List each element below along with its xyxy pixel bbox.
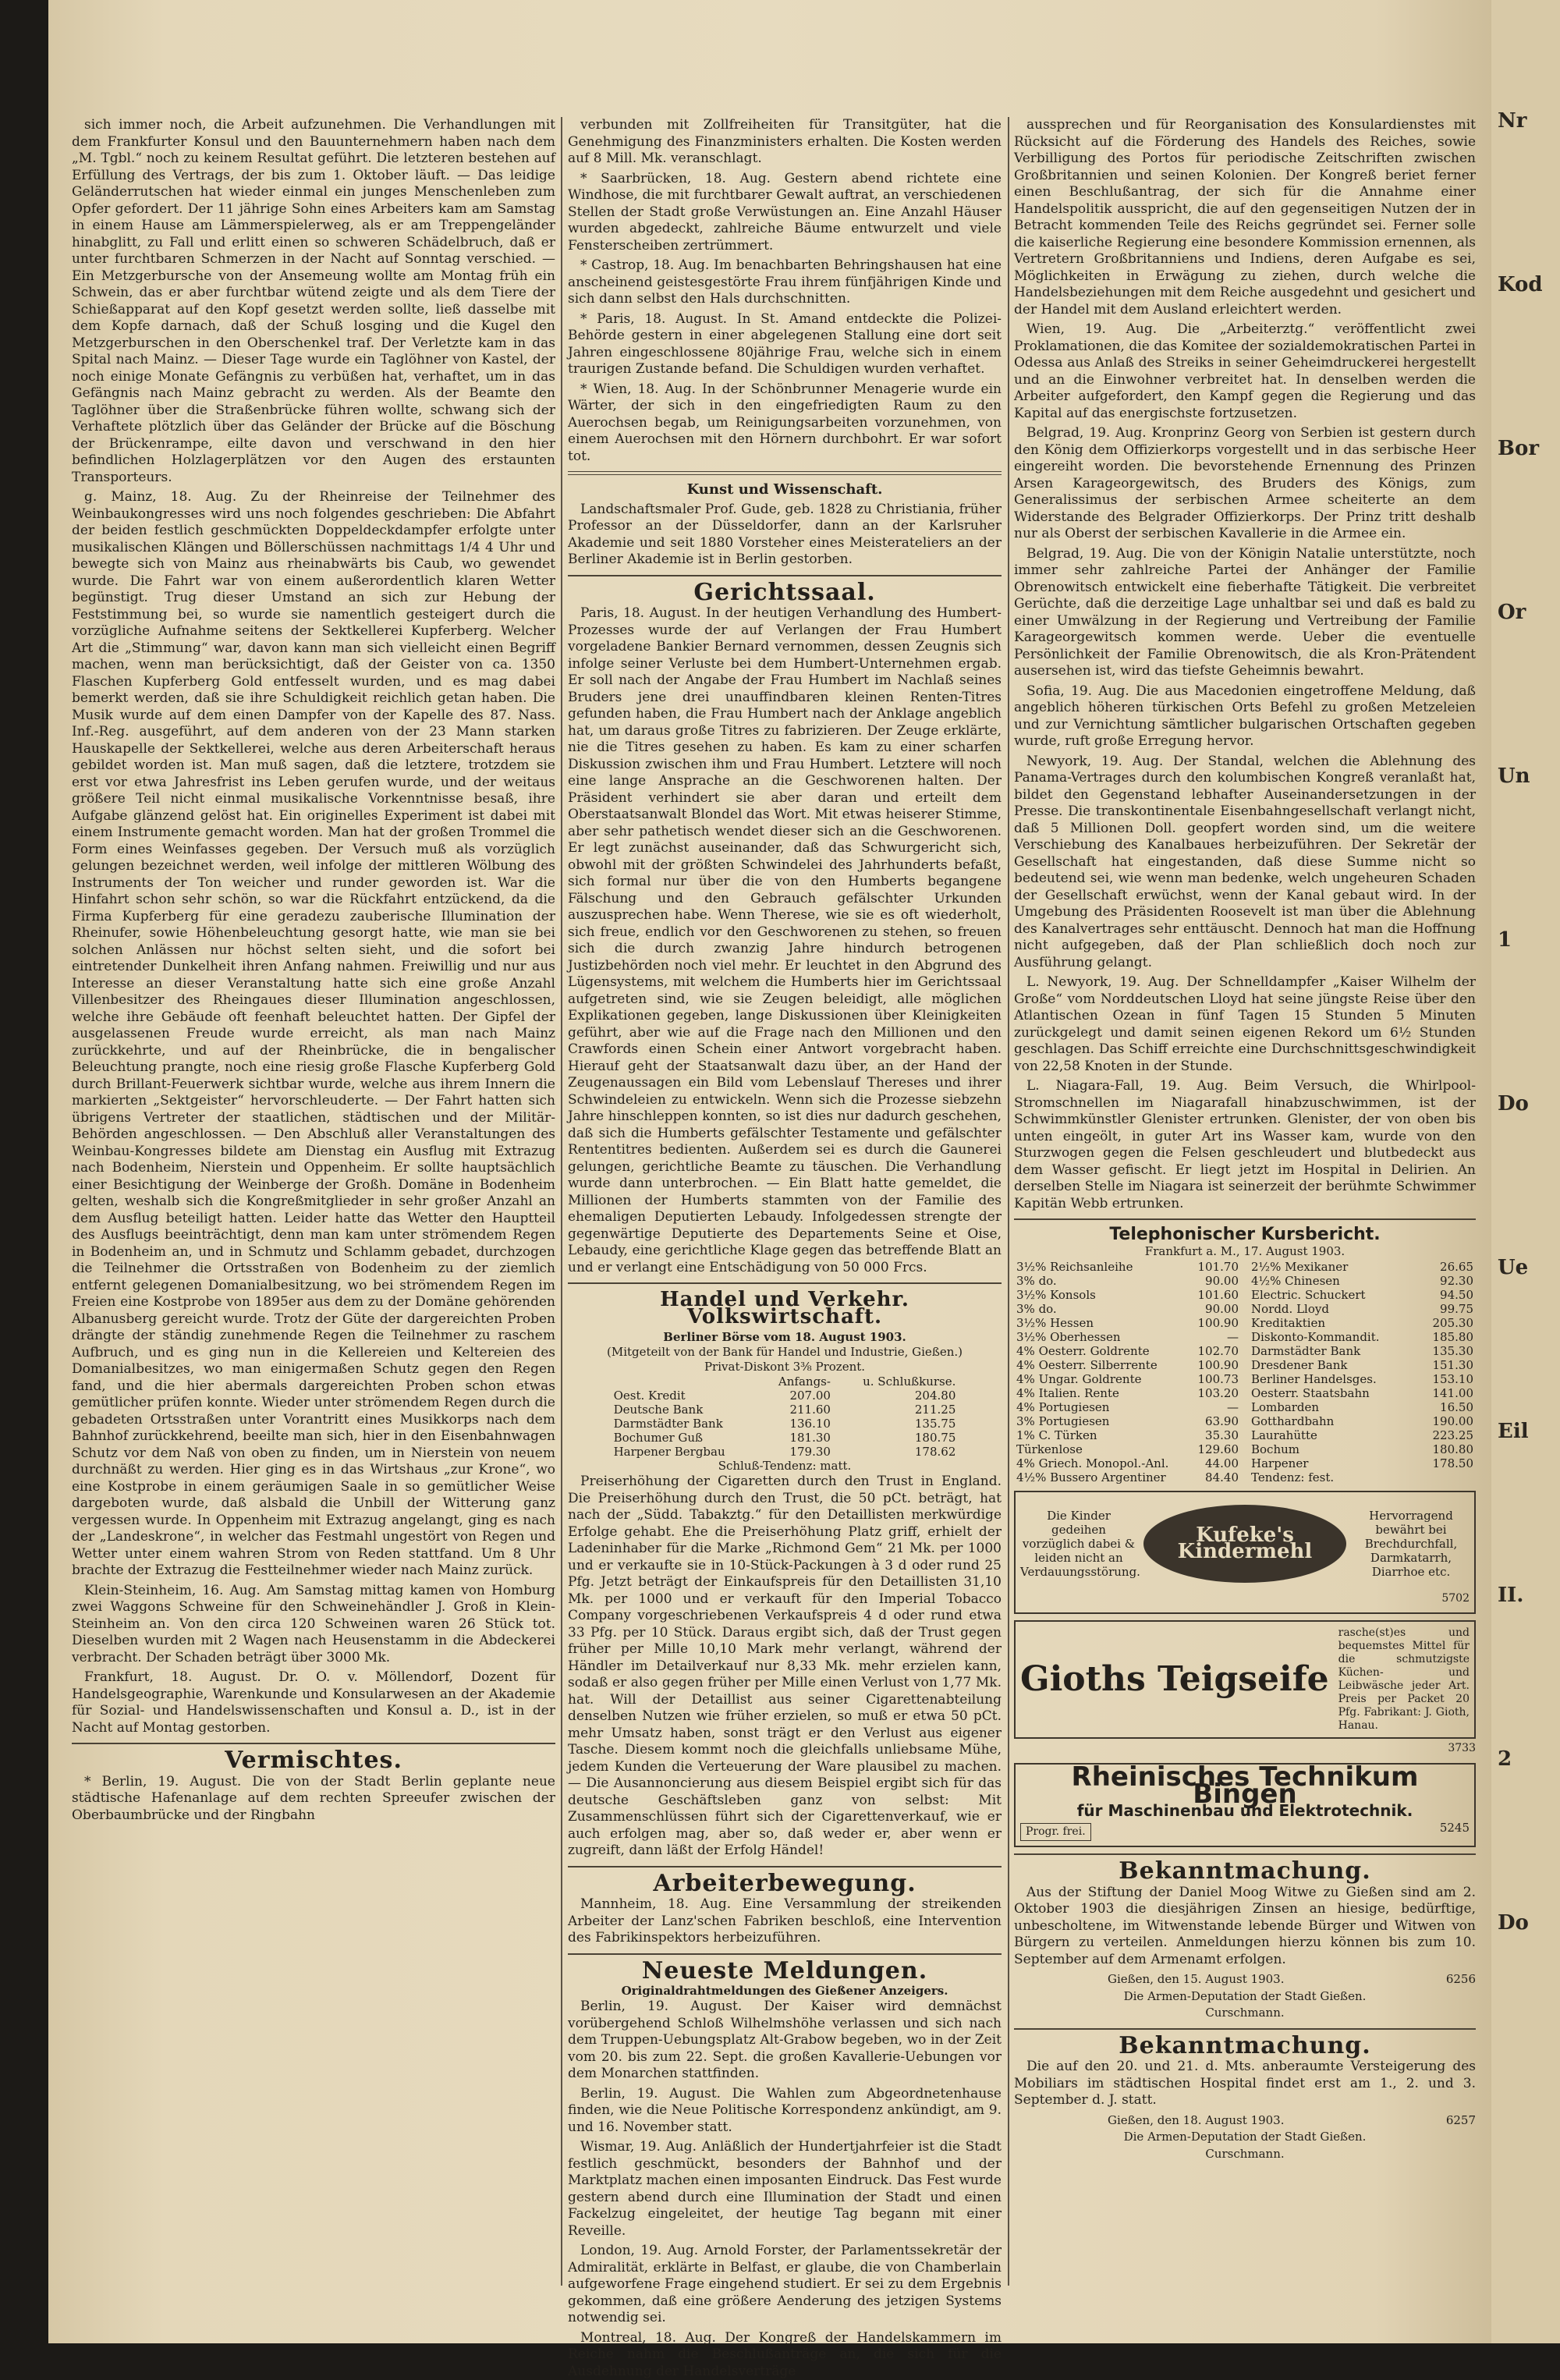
table-row bbox=[1014, 1344, 1241, 1358]
ad-number: 3733 bbox=[1014, 1740, 1476, 1758]
section-heading-handel: Handel und Verkehr. Volkswirtschaft. bbox=[568, 1292, 1002, 1325]
edge-fragment: Bor bbox=[1498, 437, 1554, 460]
table-cell: Oesterr. Staatsbahn bbox=[1249, 1386, 1418, 1400]
table-row bbox=[1249, 1442, 1476, 1456]
table-cell: 102.70 bbox=[1190, 1344, 1242, 1358]
article-paragraph: Sofia, 19. Aug. Die aus Macedonien eingetroffene Meldung, daß angeblich höheren türkischen Orts Befehl zu großen Metzeleien und zur Vernichtung sämtlicher bulgarischen Ortschaften gegeben wurde, ruft große Erregung hervor. bbox=[1014, 683, 1476, 750]
boerse-subtitle: (Mitgeteilt von der Bank für Handel und Industrie, Gießen.) bbox=[568, 1345, 1002, 1360]
divider bbox=[568, 1866, 1002, 1867]
table-row bbox=[1014, 1302, 1241, 1316]
table-cell: 100.90 bbox=[1190, 1358, 1242, 1372]
column-3 bbox=[1014, 117, 1476, 2286]
article-paragraph: Landschaftsmaler Prof. Gude, geb. 1828 zu Christiania, früher Professor an der Düsseldorfer, dann an der Karlsruher Akademie und seit 1880 Vorsteher eines Meisterateliers an der Berliner Akademie ist in Berlin gestorben. bbox=[568, 502, 1002, 569]
table-cell: 3½% Konsols bbox=[1014, 1288, 1190, 1302]
table-row bbox=[1014, 1274, 1241, 1288]
edge-fragment: II. bbox=[1498, 1584, 1554, 1607]
notice-number: 6256 bbox=[1446, 1971, 1476, 1988]
table-cell: 4% Oesterr. Silberrente bbox=[1014, 1358, 1190, 1372]
table-row bbox=[612, 1431, 959, 1445]
table-cell: 90.00 bbox=[1190, 1302, 1242, 1316]
divider bbox=[568, 471, 1002, 475]
table-cell: 129.60 bbox=[1190, 1442, 1242, 1456]
ad-text: Hervorragend bewährt bei Brechdurchfall, Darmkatarrh, Diarrhoe etc. bbox=[1353, 1509, 1470, 1579]
advertisement-kindermehl bbox=[1014, 1491, 1476, 1614]
table-cell: Deutsche Bank bbox=[612, 1403, 760, 1417]
notice-text: Die auf den 20. und 21. d. Mts. anberaumte Versteigerung des Mobiliars im städtischen Hospital findet erst am 1., 2. und 3. September d. J. statt. bbox=[1014, 2059, 1476, 2109]
ad-title: Gioths Teigseife bbox=[1020, 1671, 1329, 1688]
ad-note: Progr. frei. bbox=[1020, 1823, 1091, 1842]
table-cell: 151.30 bbox=[1418, 1358, 1476, 1372]
notice-date: Gießen, den 18. August 1903. bbox=[1014, 2112, 1284, 2130]
table-cell: Tendenz: fest. bbox=[1249, 1470, 1418, 1484]
edge-fragment: Eil bbox=[1498, 1420, 1554, 1443]
table-row bbox=[1014, 1428, 1241, 1442]
article-paragraph: Belgrad, 19. Aug. Kronprinz Georg von Serbien ist gestern durch den König dem Offizierkorps vorgestellt und in das serbische Heer eingereiht worden. Die bevorstehende Ernennung des Prinzen Arsen Karageorgewitsch, des Bruders des Königs, zum Generalissimus der serbischen Armee scheiterte an dem Widerstande des Belgrader Offizierkorps. Der Prinz tritt deshalb nur als Oberst der serbischen Kavallerie in die Armee ein. bbox=[1014, 425, 1476, 543]
article-paragraph: Preiserhöhung der Cigaretten durch den Trust in England. Die Preiserhöhung durch den Trust, die 50 pCt. beträgt, hat nach der „Südd. Tabakztg.“ für den Detaillisten merkwürdige Erfolge gehabt. Ehe die Preiserhöhung Platz griff, erhielt der Ladeninhaber für die Marke „Richmond Gem“ 21 Mk. per 1000 und er verkaufte sie in 10-Stück-Packungen à 3 d oder rund 25 Pfg. Jetzt beträgt der Einkaufspreis für den Detaillisten 31,10 Mk. per 1000 und er verkauft für den Imperial Tobacco Company vorgeschriebenen Verkaufspreis 4 d oder rund etwa 33 Pfg. per 10 Stück. Daraus ergibt sich, daß der Trust gegen früher per Mille 10,10 Mark mehr verlangt, während der Händler im Detailverkauf nur 8,33 Mk. mehr erzielen kann, sodaß er also gegen früher per Mille einen Verlust von 1,77 Mk. hat. Will der Detaillist aus seiner Cigarettenabteilung denselben Nutzen wie früher erzielen, so muß er etwa 50 pCt. mehr Umsatz haben, sonst trägt er den Verlust aus eigener Tasche. Diesem kommt noch die gleichfalls unliebsame Mühe, jedem Kunden die Verteuerung der Ware plausibel zu machen. — Die Ausannoncierung aus diesem Beispiel ergibt sich für das deutsche Geschäftsleben ganz von selbst: Mit Zusammenschlüssen führt sich der Cigarettenverkauf, wie er auch erfolgen mag, aber so, daß weder er, aber wenn er zugreift, dann läßt der Erfolg Händel! bbox=[568, 1474, 1002, 1860]
kursbericht-date: Frankfurt a. M., 17. August 1903. bbox=[1014, 1243, 1476, 1261]
advertisement-teigseife bbox=[1014, 1620, 1476, 1739]
table-cell: 141.00 bbox=[1418, 1386, 1476, 1400]
section-heading-neueste: Neueste Meldungen. bbox=[568, 1963, 1002, 1980]
table-cell: Gotthardbahn bbox=[1249, 1414, 1418, 1428]
table-row bbox=[1249, 1302, 1476, 1316]
table-cell: 101.70 bbox=[1190, 1260, 1242, 1274]
table-cell: 178.62 bbox=[833, 1445, 958, 1459]
table-cell: Harpener Bergbau bbox=[612, 1445, 760, 1459]
edge-fragment: Do bbox=[1498, 1092, 1554, 1116]
table-cell: 1% C. Türken bbox=[1014, 1428, 1190, 1442]
table-row bbox=[1249, 1260, 1476, 1274]
ad-title: Rheinisches Technikum Bingen bbox=[1020, 1769, 1470, 1803]
edge-fragment: 1 bbox=[1498, 928, 1554, 952]
advertisement-technikum bbox=[1014, 1763, 1476, 1847]
article-paragraph: Newyork, 19. Aug. Der Standal, welchen die Ablehnung des Panama-Vertrages durch den kolumbischen Kongreß veranlaßt hat, bildet den Gegenstand lebhafter Auseinandersetzungen in der Presse. Die transkontinentale Eisenbahngesellschaft verlangt nicht, daß 5 Millionen Doll. geopfert worden sind, um die weitere Verschiebung des Kanalbaues herbeizuführen. Der Sekretär der Gesellschaft hat eingestanden, daß diese Summe nicht so bedeutend sei, wie wenn man bedenke, welch ungeheuren Schaden der Gesellschaft erwüchst, wenn der Kanal gebaut wird. In der Umgebung des Präsidenten Roosevelt ist man über die Ablehnung des Kanalvertrages sehr enttäuscht. Dennoch hat man die Hoffnung nicht aufgegeben, daß der Plan schließlich doch noch zur Ausführung gelangt. bbox=[1014, 754, 1476, 972]
table-cell: 63.90 bbox=[1190, 1414, 1242, 1428]
edge-fragment: Nr bbox=[1498, 109, 1554, 133]
table-cell: 181.30 bbox=[760, 1431, 833, 1445]
table-cell: 185.80 bbox=[1418, 1330, 1476, 1344]
table-cell: 3% Portugiesen bbox=[1014, 1414, 1190, 1428]
article-paragraph: Wien, 19. Aug. Die „Arbeiterztg.“ veröffentlicht zwei Proklamationen, die das Komitee der sozialdemokratischen Partei in Odessa aus Anlaß des Streiks in seiner Geheimdruckerei hergestellt und an die Einwohner verbreitet hat. In denselben werden die Arbeiter aufgefordert, den Kampf gegen die Regierung und das Kapital auf das energischste fortzusetzen. bbox=[1014, 321, 1476, 422]
table-cell: 16.50 bbox=[1418, 1400, 1476, 1414]
table-cell: — bbox=[1190, 1400, 1242, 1414]
table-row bbox=[1014, 1470, 1241, 1484]
notice-signature: Die Armen-Deputation der Stadt Gießen. bbox=[1014, 1988, 1476, 2006]
table-cell: 180.80 bbox=[1418, 1442, 1476, 1456]
table-cell: 211.60 bbox=[760, 1403, 833, 1417]
notice-number: 6257 bbox=[1446, 2112, 1476, 2130]
table-row bbox=[612, 1389, 959, 1403]
table-row bbox=[1249, 1414, 1476, 1428]
section-heading-vermischtes: Vermischtes. bbox=[72, 1752, 555, 1769]
section-heading-arbeiterbewegung: Arbeiterbewegung. bbox=[568, 1875, 1002, 1892]
table-row bbox=[1014, 1358, 1241, 1372]
table-cell: 205.30 bbox=[1418, 1316, 1476, 1330]
table-row bbox=[1014, 1330, 1241, 1344]
article-paragraph: g. Mainz, 18. Aug. Zu der Rheinreise der Teilnehmer des Weinbaukongresses wird uns noch folgendes geschrieben: Die Abfahrt der beiden festlich geschmückten Doppeldeckdampfer erfolgte unter musikalischen Klängen und Böllerschüssen nachmittags 1/4 4 Uhr und bewegte sich von Mainz aus rheinabwärts bis Caub, wo gewendet wurde. Die Fahrt war von einem außerordentlich klaren Wetter begünstigt. Trug dieser Umstand an sich zur Hebung der Feststimmung bei, so wurde sie namentlich gesteigert durch die vorzügliche Aufnahme seitens der Sektkellerei Kupferberg. Welcher Art die „Stimmung“ war, davon kann man sich vielleicht einen Begriff machen, wenn man berücksichtigt, daß der Geister von ca. 1350 Flaschen Kupferberg Gold entfesselt wurden, und es mag dabei bemerkt werden, daß sie ihre Schuldigkeit reichlich getan haben. Die Musik wurde auf dem einen Dampfer von der Kapelle des 87. Nass. Inf.-Reg. ausgeführt, auf dem anderen von der 23 Mann starken Hauskapelle der Sektkellerei, welche aus deren Arbeiterschaft heraus gebildet worden ist. Man muß sagen, daß die letztere, trotzdem sie erst vor etwa Jahresfrist ins Leben gerufen wurde, und der weitaus größere Teil nicht einmal musikalische Vorkenntnisse besaß, ihre Aufgabe glänzend gelöst hat. Ein originelles Experiment ist dabei mit einem Instrumente gemacht worden. Man hat der großen Trommel die Form eines Weinfasses gegeben. Der Versuch muß als vorzüglich gelungen bezeichnet werden, weil infolge der mittleren Wölbung des Instruments der Ton weicher und runder geworden ist. War die Hinfahrt schon sehr schön, so war die Rückfahrt entzückend, da die Firma Kupferberg für eine geradezu zauberische Illumination der Rheinufer, sowie Höhenbeleuchtung gesorgt hatte, wie man sie bei solchen Anlässen nur höchst selten sieht, und die sofort bei eintretender Dunkelheit ihren Anfang nahmen. Freiwillig und nur aus Interesse an dieser Veranstaltung hatte sich eine große Anzahl Villenbesitzer des Rheingaues dieser Illumination angeschlossen, welche ihre Gebäude oft feenhaft beleuchtet hatten. Der Gipfel der ausgelassenen Freude wurde erreicht, als man nach Mainz zurückkehrte, und auf der Rheinbrücke, die in bengalischer Beleuchtung prangte, noch eine riesig große Flasche Kupferberg Gold durch Brillant-Feuerwerk sichtbar wurde, welche aus ihrem Innern die markierten „Sektgeister“ hervorschleuderte. — Der Fahrt hatten sich übrigens Vertreter der staatlichen, städtischen und der Militär-Behörden angeschlossen. — Den Abschluß aller Veranstaltungen des Weinbau-Kongresses bildete am Dienstag ein Ausflug mit Extrazug nach Bodenheim, Nierstein und Oppenheim. Er sollte hauptsächlich einer Besichtigung der Weinberge der Großh. Domäne in Bodenheim gelten, weshalb sich die Kongreßmitglieder in sehr großer Anzahl an dem Ausflug beteiligt hatten. Leider hatte das Wetter den Hauptteil des Ausflugs beeinträchtigt, denn man kam unter strömendem Regen in Bodenheim an, und in Schmutz und Schlamm gebadet, durchzogen die Teilnehmer die Ortsstraßen von Bodenheim zu der ziemlich entfernt gelegenen Domanialbesitzung, wo bei strömendem Regen im Freien eine Kostprobe von 1895er aus dem zu der Domäne gehörenden Albanusberg gereicht wurde. Trotz der Güte der dargereichten Proben drängte der ständig zunehmende Regen die Teilnehmer zu raschem Aufbruch, und es ging nun in die Kellereien und Keltereien des Domanialbesitzes, wo man einigermaßen Schutz gegen den Regen fand, und die hier abermals dargereichten Proben schon etwas gemütlicher prüfen konnte. Wieder unter strömendem Regen durch die gebadeten Ortsstraßen unter Vorantritt eines Musikkorps nach dem Bahnhof zurückkehrend, beeilte man sich, hier in den Eisenbahnwagen Schutz vor dem Naß von oben zu finden, um in Nierstein von neuem durchnäßt zu werden. Hier ging es in das Wirtshaus „zur Krone“, wo eine Kostprobe in einem geräumigen Saale in so gemütlicher Weise dargeboten wurde, daß alsbald die Unbill der Witterung ganz vergessen wurde. In Oppenheim mit Extrazug angelangt, ging es nach der „Landeskrone“, in welcher das Festmahl ungestört von Regen und Wetter unter einem wahren Strom von Reden stattfand. Um 8 Uhr brachte der Extrazug die Festteilnehmer wieder nach Mainz zurück. bbox=[72, 489, 555, 1580]
table-cell: 103.20 bbox=[1190, 1386, 1242, 1400]
article-paragraph: Berlin, 19. August. Die Wahlen zum Abgeordnetenhause finden, wie die Neue Politische Korrespondenz ankündigt, am 9. und 16. November statt. bbox=[568, 2086, 1002, 2137]
section-heading-kunst: Kunst und Wissenschaft. bbox=[568, 481, 1002, 498]
section-heading-gerichtssaal: Gerichtssaal. bbox=[568, 584, 1002, 601]
boerse-diskont: Privat-Diskont 3⅜ Prozent. bbox=[568, 1360, 1002, 1374]
table-cell: 92.30 bbox=[1418, 1274, 1476, 1288]
article-paragraph: * Berlin, 19. August. Die von der Stadt Berlin geplante neue städtische Hafenanlage auf dem rechten Spreeufer zwischen der Oberbaumbrücke und der Ringbahn bbox=[72, 1774, 555, 1825]
divider bbox=[1014, 2028, 1476, 2030]
article-paragraph: aussprechen und für Reorganisation des Konsulardienstes mit Rücksicht auf die Förderung des Handels des Reiches, sowie Verbilligung des Portos für periodische Zeitschriften zwischen Großbritannien und seinen Kolonien. Der Kongreß beriet ferner einen Beschlußantrag, der sich für die Annahme einer Handelspolitik ausspricht, die auf den gegenseitigen Nutzen der in Betracht kommenden Teile des Reichs gegründet sei. Ferner solle die kaiserliche Regierung eine besondere Kommission ernennen, als Vertretern Großbritanniens und Indiens, deren Aufgabe es sei, Möglichkeiten in Erwägung zu ziehen, durch welche die Handelsbeziehungen mit dem Reiche ausgedehnt und gesichert und der Handel mit dem Ausland erleichtert werden. bbox=[1014, 117, 1476, 318]
column-rule bbox=[561, 117, 562, 2286]
table-cell: 3% do. bbox=[1014, 1302, 1190, 1316]
table-cell: 135.75 bbox=[833, 1417, 958, 1431]
ad-subtitle: für Maschinenbau und Elektrotechnik. bbox=[1020, 1803, 1470, 1820]
table-header-cell: Anfangs- bbox=[760, 1374, 833, 1389]
table-row bbox=[1014, 1288, 1241, 1302]
edge-fragment: Or bbox=[1498, 601, 1554, 624]
article-paragraph: * Castrop, 18. Aug. Im benachbarten Behringshausen hat eine anscheinend geistesgestörte Frau ihrem fünfjährigen Kinde und sich dann selbst den Hals durchschnitten. bbox=[568, 257, 1002, 308]
table-row bbox=[612, 1445, 959, 1459]
notice-signature: Curschmann. bbox=[1014, 2146, 1476, 2163]
ad-text: Die Kinder gedeihen vorzüglich dabei & leiden nicht an Verdauungsstörung. bbox=[1020, 1509, 1137, 1579]
kursbericht-title: Telephonischer Kursbericht. bbox=[1014, 1226, 1476, 1243]
table-row bbox=[1249, 1358, 1476, 1372]
kurs-table-right bbox=[1249, 1260, 1476, 1484]
article-paragraph: Klein-Steinheim, 16. Aug. Am Samstag mittag kamen von Homburg zwei Waggons Schweine für den Schweinehändler J. Groß in Klein-Steinheim an. Von den circa 120 Schweinen waren 26 Stück tot. Dieselben wurden mit 2 Wagen nach Heusenstamm in die Abdeckerei verbracht. Der Schaden beträgt über 3000 Mk. bbox=[72, 1583, 555, 1667]
table-cell: 153.10 bbox=[1418, 1372, 1476, 1386]
table-cell: 101.60 bbox=[1190, 1288, 1242, 1302]
notice-text: Aus der Stiftung der Daniel Moog Witwe zu Gießen sind am 2. Oktober 1903 die diesjährigen Zinsen an hiesige, bedürftige, unbescholtene, im Witwenstande lebende Bürger und Witwen von Bürgern zu verteilen. Anmeldungen hierzu können bis zum 10. September auf dem Armenamt erfolgen. bbox=[1014, 1885, 1476, 1969]
table-cell: 4% Griech. Monopol.-Anl. bbox=[1014, 1456, 1190, 1470]
notice-title: Bekanntmachung. bbox=[1014, 1863, 1476, 1880]
table-cell: 44.00 bbox=[1190, 1456, 1242, 1470]
divider bbox=[568, 575, 1002, 576]
table-cell: Türkenlose bbox=[1014, 1442, 1190, 1456]
notice-signature: Die Armen-Deputation der Stadt Gießen. bbox=[1014, 2129, 1476, 2146]
table-cell: 99.75 bbox=[1418, 1302, 1476, 1316]
table-cell: Kreditaktien bbox=[1249, 1316, 1418, 1330]
edge-fragment: Kod bbox=[1498, 273, 1554, 296]
table-row bbox=[1249, 1274, 1476, 1288]
article-paragraph: Mannheim, 18. Aug. Eine Versammlung der streikenden Arbeiter der Lanz'schen Fabriken beschloß, eine Intervention des Fabrikinspektors herbeizuführen. bbox=[568, 1896, 1002, 1947]
edge-fragment: Ue bbox=[1498, 1256, 1554, 1279]
table-cell: Bochumer Guß bbox=[612, 1431, 760, 1445]
article-paragraph: * Paris, 18. August. In St. Amand entdeckte die Polizei-Behörde gestern in einer abgelegenen Stallung eine dort seit Jahren eingeschlossene 80jährige Frau, welche sich in einem traurigen Zustande befand. Die Schuldigen wurden verhaftet. bbox=[568, 311, 1002, 378]
table-cell: 180.75 bbox=[833, 1431, 958, 1445]
column-1 bbox=[72, 117, 555, 2286]
ad-product: Kindermehl bbox=[1178, 1544, 1313, 1561]
table-row bbox=[1014, 1386, 1241, 1400]
neueste-subtitle: Originaldrahtmeldungen des Gießener Anzeigers. bbox=[568, 1984, 1002, 1999]
ad-text: rasche(st)es und bequemstes Mittel für die schmutzigste Küchen- und Leibwäsche jeder Art. Preis per Packet 20 Pfg. Fabrikant: J. Gioth, Hanau. bbox=[1338, 1626, 1470, 1733]
column-2 bbox=[568, 117, 1002, 2286]
adjacent-page-edge bbox=[1491, 0, 1560, 2343]
article-paragraph: Wismar, 19. Aug. Anläßlich der Hundertjahrfeier ist die Stadt festlich geschmückt, besonders der Bahnhof und der Marktplatz machen einen imposanten Eindruck. Das Fest wurde gestern abend durch eine Illumination der Stadt und einen Fackelzug eingeleitet, der heutige Tag begann mit einer Reveille. bbox=[568, 2139, 1002, 2240]
table-row bbox=[1249, 1428, 1476, 1442]
table-cell: 4% Italien. Rente bbox=[1014, 1386, 1190, 1400]
article-paragraph: London, 19. Aug. Arnold Forster, der Parlamentssekretär der Admiralität, erklärte in Belfast, er glaube, die von Chamberlain aufgeworfene Frage eingehend studiert. Er sei zu dem Ergebnis gekommen, daß eine größere Aenderung des jetzigen Systems notwendig sei. bbox=[568, 2243, 1002, 2327]
article-paragraph: sich immer noch, die Arbeit aufzunehmen. Die Verhandlungen mit dem Frankfurter Konsul und den Bauunternehmern haben nach dem „M. Tgbl.“ noch zu keinem Resultat geführt. Die letzteren bestehen auf Erfüllung des Vertrags, der bis zum 1. Oktober läuft. — Das leidige Geländerrutschen hat wieder einmal ein junges Menschenleben zum Opfer gefordert. Der 11 jährige Sohn eines Arbeiters kam am Samstag in einem Hause am Lämmerspielerweg, als er am Treppengeländer hinabglitt, zu Fall und erlitt einen so schweren Schädelbruch, daß er unter furchtbaren Schmerzen in der Nacht auf Sonntag verschied. — Ein Metzgerbursche von der Ansemeung wollte am Montag früh ein Schwein, das er aber furchtbar wütend zeigte und als dem Tiere der Schießapparat auf den Kopf gesetzt werden sollte, ließ dasselbe mit dem Kopfe darnach, daß der Schuß losging und die Kugel den Metzgerburschen in den Oberschenkel traf. Der Verletzte kam in das Spital nach Mainz. — Dieser Tage wurde ein Taglöhner von Kastel, der noch einige Monate Gefängnis zu verbüßen hat, verhaftet, um in das Gefängnis nach Mainz gebracht zu werden. Als der Beamte den Taglöhner über die Straßenbrücke führen wollte, schwang sich der Verhaftete plötzlich über das Geländer der Brücke auf die Böschung der Brückenrampe, eilte davon und verschwand in den hier befindlichen Holzlagerplätzen vor den Augen des erstaunten Transporteurs. bbox=[72, 117, 555, 486]
article-paragraph: L. Newyork, 19. Aug. Der Schnelldampfer „Kaiser Wilhelm der Große“ vom Norddeutschen Lloyd hat seine jüngste Reise über den Atlantischen Ozean in fünf Tagen 15 Stunden 5 Minuten zurückgelegt und damit seinen eigenen Rekord um 6½ Stunden geschlagen. Das Schiff erreichte eine Durchschnittsgeschwindigkeit von 22,58 Knoten in der Stunde. bbox=[1014, 974, 1476, 1075]
ad-logo bbox=[1143, 1505, 1346, 1583]
boerse-table bbox=[612, 1374, 959, 1459]
table-cell: 190.00 bbox=[1418, 1414, 1476, 1428]
table-cell: 211.25 bbox=[833, 1403, 958, 1417]
table-row bbox=[612, 1417, 959, 1431]
table-cell: 100.73 bbox=[1190, 1372, 1242, 1386]
table-cell: 35.30 bbox=[1190, 1428, 1242, 1442]
table-cell: 26.65 bbox=[1418, 1260, 1476, 1274]
table-row bbox=[1014, 1414, 1241, 1428]
table-header bbox=[612, 1374, 959, 1389]
table-row bbox=[1014, 1260, 1241, 1274]
table-cell: Diskonto-Kommandit. bbox=[1249, 1330, 1418, 1344]
divider bbox=[72, 1743, 555, 1744]
edge-fragment: Do bbox=[1498, 1911, 1554, 1935]
article-paragraph: Montreal, 18. Aug. Der Kongreß der Handelskammern im Reiche nahm die Beschlußanträge an, die sich für die Ausdehnung der Handelsverträge bbox=[568, 2330, 1002, 2380]
table-cell: 2½% Mexikaner bbox=[1249, 1260, 1418, 1274]
table-row bbox=[1014, 1316, 1241, 1330]
table-row bbox=[1014, 1442, 1241, 1456]
table-cell: 4% Portugiesen bbox=[1014, 1400, 1190, 1414]
table-cell: 223.25 bbox=[1418, 1428, 1476, 1442]
table-header-cell bbox=[612, 1374, 760, 1389]
table-cell: 4½% Bussero Argentiner bbox=[1014, 1470, 1190, 1484]
table-cell: 4% Oesterr. Goldrente bbox=[1014, 1344, 1190, 1358]
table-row bbox=[1249, 1316, 1476, 1330]
table-cell: Bochum bbox=[1249, 1442, 1418, 1456]
table-cell: 4½% Chinesen bbox=[1249, 1274, 1418, 1288]
table-cell: Nordd. Lloyd bbox=[1249, 1302, 1418, 1316]
table-cell bbox=[1418, 1470, 1476, 1484]
article-paragraph: * Saarbrücken, 18. Aug. Gestern abend richtete eine Windhose, die mit furchtbarer Gewalt auftrat, an verschiedenen Stellen der Stadt große Verwüstungen an. Eine Anzahl Häuser wurden abgedeckt, zahlreiche Bäume entwurzelt und viele Fensterscheiben zertrümmert. bbox=[568, 171, 1002, 255]
divider bbox=[1014, 1853, 1476, 1855]
article-paragraph: L. Niagara-Fall, 19. Aug. Beim Versuch, die Whirlpool-Stromschnellen im Niagarafall hinabzuschwimmen, ist der Schwimmkünstler Glenister ertrunken. Glenister, der von oben bis unten eingeölt, in guter Art ins Wasser kam, wurde von den Sturzwogen gegen die Felsen geschleudert und blutbedeckt aus dem Wasser gefischt. Er liegt jetzt im Hospital in Delirien. An derselben Stelle im Niagara ist seinerzeit der berühmte Schwimmer Kapitän Webb ertrunken. bbox=[1014, 1078, 1476, 1212]
table-row bbox=[1249, 1372, 1476, 1386]
table-cell: Harpener bbox=[1249, 1456, 1418, 1470]
table-cell: 207.00 bbox=[760, 1389, 833, 1403]
table-cell: 3½% Oberhessen bbox=[1014, 1330, 1190, 1344]
table-cell: 4% Ungar. Goldrente bbox=[1014, 1372, 1190, 1386]
table-cell: Berliner Handelsges. bbox=[1249, 1372, 1418, 1386]
table-row bbox=[1014, 1456, 1241, 1470]
table-row bbox=[1249, 1344, 1476, 1358]
table-row bbox=[1249, 1400, 1476, 1414]
table-cell: 135.30 bbox=[1418, 1344, 1476, 1358]
table-cell: Dresdener Bank bbox=[1249, 1358, 1418, 1372]
table-row bbox=[1014, 1400, 1241, 1414]
divider bbox=[568, 1953, 1002, 1955]
article-paragraph: Paris, 18. August. In der heutigen Verhandlung des Humbert-Prozesses wurde der auf Verlangen der Frau Humbert vorgeladene Bankier Bernard vernommen, dessen Zeugnis sich infolge seiner Verluste bei dem Humbert-Unternehmen ergab. Er soll nach der Angabe der Frau Humbert im Nachlaß seines Bruders jene drei unauffindbaren kleinen Renten-Titres gefunden haben, die Frau Humbert nach der Anklage angeblich hat, um daraus große Titres zu fabrizieren. Der Zeuge erklärte, nie die Titres gesehen zu haben. Es kam zu einer scharfen Diskussion zwischen ihm und Frau Humbert. Letztere will noch eine lange Ansprache an die Geschworenen halten. Der Präsident verhindert sie aber daran und erteilt dem Oberstaatsanwalt Blondel das Wort. Mit etwas heiserer Stimme, aber sehr pathetisch wendet dieser sich an die Geschworenen. Er legt zunächst auseinander, daß das Schwurgericht sich, obwohl mit der größten Schwindelei des Jahrhunderts befaßt, sich formal nur über die von den Humberts begangene Fälschung und den Gebrauch gefälschter Urkunden auszusprechen habe. Wenn Therese, wie sie es oft wiederholt, sich freue, endlich vor den Geschworenen zu stehen, so freuen sich die durch zwanzig Jahre hindurch betrogenen Justizbehörden noch viel mehr. Er leuchtet in den Abgrund des Lügensystems, mit welchem die Humberts hier im Gerichtssaal aufgetreten sind, wie sie Zeugen beleidigt, alle möglichen Explikationen gegeben, lange Diskussionen über Kleinigkeiten geführt, aber wie auf die Frage nach den Millionen und den Crawfords einen Schein einer Antwort vorgebracht haben. Hierauf geht der Staatsanwalt dazu über, an der Hand der Zeugenaussagen ein Bild vom Lebenslauf Thereses und ihrer Schwindeleien zu entwickeln. Wenn sich die Prozesse siebzehn Jahre hinschleppen konnten, so ist dies nur dadurch geschehen, daß sich die Humberts gefälschter Testamente und gefälschter Rententitres bedienten. Außerdem sei es durch die Gaunerei gelungen, gerichtliche Beamte zu täuschen. Die Verhandlung wurde dann unterbrochen. — Ein Blatt hatte gemeldet, die Millionen der Humberts stammten von der Familie des ehemaligen Deputierten Lebaudy. Infolgedessen strengte der gegenwärtige Deputierte des Departements Seine et Oise, Lebaudy, eine gerichtliche Klage gegen das betreffende Blatt an und er verlangt eine Entschädigung von 50 000 Frcs. bbox=[568, 605, 1002, 1276]
table-cell: 178.50 bbox=[1418, 1456, 1476, 1470]
table-cell: Darmstädter Bank bbox=[612, 1417, 760, 1431]
table-cell: Darmstädter Bank bbox=[1249, 1344, 1418, 1358]
table-row bbox=[1249, 1456, 1476, 1470]
table-cell: 3½% Hessen bbox=[1014, 1316, 1190, 1330]
table-cell: 94.50 bbox=[1418, 1288, 1476, 1302]
table-cell: Electric. Schuckert bbox=[1249, 1288, 1418, 1302]
table-row bbox=[1249, 1386, 1476, 1400]
table-cell: 90.00 bbox=[1190, 1274, 1242, 1288]
kursbericht-tables bbox=[1014, 1260, 1476, 1484]
table-cell: 204.80 bbox=[833, 1389, 958, 1403]
edge-fragment: Un bbox=[1498, 764, 1554, 788]
article-paragraph: Berlin, 19. August. Der Kaiser wird demnächst vorübergehend Schloß Wilhelmshöhe verlassen und sich nach dem Truppen-Uebungsplatz Alt-Grabow begeben, wo in der Zeit vom 20. bis zum 22. Sept. die großen Kavallerie-Uebungen vor dem Monarchen stattfinden. bbox=[568, 1999, 1002, 2083]
article-paragraph: Belgrad, 19. Aug. Die von der Königin Natalie unterstützte, noch immer sehr zahlreiche Partei der Anhänger der Familie Obrenowitsch entwickelt eine fieberhafte Tätigkeit. Die verbreitet Gerüchte, daß die derzeitige Lage unhaltbar sei und daß es bald zu einer Umwälzung in der Regierung und Vertreibung der Familie Karageorgewitsch kommen werde. Ueber die eventuelle Persönlichkeit der Familie Obrenowitsch, die als Kron-Prätendent ausersehen ist, wird das tiefste Geheimnis bewahrt. bbox=[1014, 546, 1476, 680]
notice-date: Gießen, den 15. August 1903. bbox=[1014, 1971, 1284, 1988]
article-paragraph: Frankfurt, 18. August. Dr. O. v. Möllendorf, Dozent für Handelsgeographie, Warenkunde und Konsularwesen an der Akademie für Sozial- und Handelswissenschaften und Konsul a. D., ist in der Nacht auf Montag gestorben. bbox=[72, 1669, 555, 1736]
table-cell: — bbox=[1190, 1330, 1242, 1344]
notice-title: Bekanntmachung. bbox=[1014, 2038, 1476, 2055]
table-row bbox=[1249, 1470, 1476, 1484]
table-row bbox=[1014, 1372, 1241, 1386]
edge-fragment: 2 bbox=[1498, 1747, 1554, 1771]
table-cell: Oest. Kredit bbox=[612, 1389, 760, 1403]
boerse-tendenz: Schluß-Tendenz: matt. bbox=[568, 1459, 1002, 1474]
divider bbox=[568, 1282, 1002, 1284]
table-cell: 136.10 bbox=[760, 1417, 833, 1431]
boerse-title: Berliner Börse vom 18. August 1903. bbox=[568, 1330, 1002, 1345]
divider bbox=[1014, 1218, 1476, 1220]
table-cell: 179.30 bbox=[760, 1445, 833, 1459]
ad-number: 5702 bbox=[1020, 1591, 1470, 1608]
table-cell: 3½% Reichsanleihe bbox=[1014, 1260, 1190, 1274]
table-cell: 3% do. bbox=[1014, 1274, 1190, 1288]
kurs-table-left bbox=[1014, 1260, 1241, 1484]
column-rule bbox=[1008, 117, 1009, 2286]
table-row bbox=[612, 1403, 959, 1417]
table-row bbox=[1249, 1330, 1476, 1344]
notice-signature: Curschmann. bbox=[1014, 2005, 1476, 2022]
table-cell: Lombarden bbox=[1249, 1400, 1418, 1414]
table-cell: 84.40 bbox=[1190, 1470, 1242, 1484]
table-cell: Laurahütte bbox=[1249, 1428, 1418, 1442]
ad-number: 5245 bbox=[1440, 1820, 1470, 1842]
table-cell: 100.90 bbox=[1190, 1316, 1242, 1330]
article-paragraph: * Wien, 18. Aug. In der Schönbrunner Menagerie wurde ein Wärter, der sich in den eingefriedigten Raum zu den Auerochsen begab, um Reinigungsarbeiten vorzunehmen, von einem Auerochsen mit den Hörnern durchbohrt. Er war sofort tot. bbox=[568, 381, 1002, 466]
ad-brand: Kufeke's bbox=[1196, 1527, 1294, 1545]
table-row bbox=[1249, 1288, 1476, 1302]
table-header-cell: u. Schlußkurse. bbox=[833, 1374, 958, 1389]
article-paragraph: verbunden mit Zollfreiheiten für Transitgüter, hat die Genehmigung des Finanzministers erhalten. Die Kosten werden auf 8 Mill. Mk. veranschlagt. bbox=[568, 117, 1002, 168]
